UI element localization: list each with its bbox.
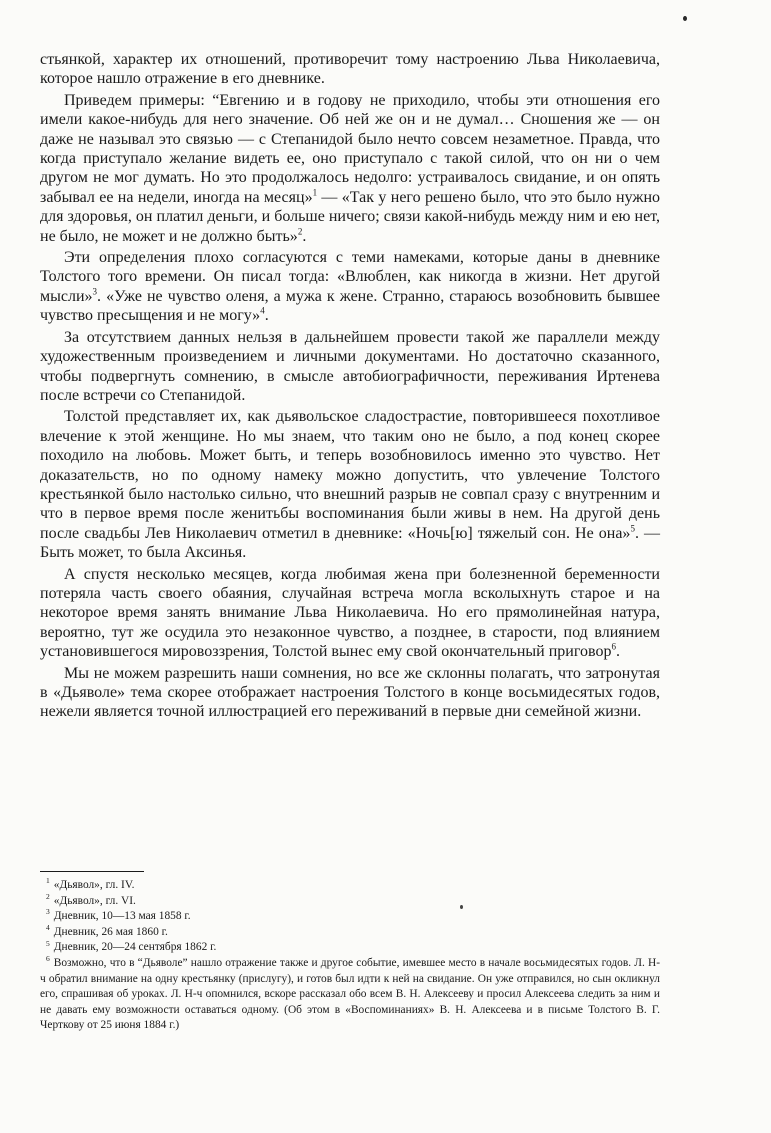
footnote-ref: 6 xyxy=(611,641,616,652)
footnote-text: «Дьявол», гл. VI. xyxy=(53,894,136,907)
body-paragraph xyxy=(40,248,660,326)
body-paragraph xyxy=(40,664,660,722)
body-paragraph xyxy=(40,91,660,246)
footnote xyxy=(40,891,660,910)
footnote-text: Дневник, 10—13 мая 1858 г. xyxy=(53,910,191,923)
body-paragraph xyxy=(40,407,660,562)
footnote-number: 1 xyxy=(46,876,50,886)
footnote-ref: 5 xyxy=(630,523,635,534)
paragraph-text: А спустя несколько месяцев, когда любимая жена при болезненной беременности потеряла часть своего обаяния, случайная встреча могла всколыхнуть старое и на некоторое время занять внимание Льва Николаевича. Но его прямолинейная натура, вероятно, тут же осудила это незаконное чувство, а позднее, в старости, под влиянием установившегося мировоззрения, Толстой вынес ему свой окончательный приговор xyxy=(40,565,660,661)
body-paragraph xyxy=(40,50,660,89)
footnote-text: «Дьявол», гл. IV. xyxy=(53,879,135,891)
paragraph-text: — «Так у него решено было, что это было нужно для здоровья, он платил деньги, и больше ничего; связи какой-нибудь между ним и ею нет, не было, не может и не должно быть» xyxy=(40,188,661,245)
footnote-text: Возможно, что в “Дьяволе” нашло отражение также и другое событие, имевшее место в начале восьмидесятых годов. Л. Н-ч обратил внимание на одну крестьянку (прислугу), и готов был идти к ней на свидание. Он уже отправился, но сын окликнул его, спрашивая об уроках. Л. Н-ч опомнился, вскоре рассказал обо всем В. Н. Алексееву и просил Алексеева следить за ним и не давать ему возможности оставаться одному. (Об этом в «Воспоминаниях» В. Н. Алексеева и в письме Толстого В. Г. Черткову от 25 июня 1884 г.) xyxy=(40,956,660,1032)
footnotes xyxy=(40,878,660,1034)
footnote-ref: 3 xyxy=(92,286,98,297)
body-paragraph xyxy=(40,328,660,406)
paragraph-text: . xyxy=(615,643,620,661)
footnote-number: 5 xyxy=(46,938,50,948)
paragraph-text: . xyxy=(302,227,307,245)
body-paragraph xyxy=(40,565,660,662)
footnote xyxy=(40,909,660,925)
footnote-number: 6 xyxy=(46,954,50,964)
footnote xyxy=(40,878,660,894)
paragraph-text: За отсутствием данных нельзя в дальнейшем провести такой же параллели между художественным произведением и личными документами. Но достаточно сказанного, чтобы подвергнуть сомнению, в смысле автобиографичности, переживания Иртенева после встречи со Степанидой. xyxy=(40,328,660,404)
paragraph-text: Толстой представляет их, как дьявольское сладострастие, повторившееся похотливое влечение к этой женщине. Но мы знаем, что таким оно не было, а под конец скорее походило на любовь. Может быть, и теперь возобновилось именно это чувство. Нет доказательств, но по одному намеку можно допустить, что увлечение Толстого крестьянкой было настолько сильно, что внешний разрыв не совпал сразу с внутренним и что в первое время после женитьбы воспоминания были живы в нем. На другой день после свадьбы Лев Николаевич отметил в дневнике: «Ночь[ю] тяжелый сон. Не она» xyxy=(40,408,660,542)
footnote-number: 4 xyxy=(46,922,50,932)
footnote-ref: 2 xyxy=(297,226,303,237)
footnote-number: 2 xyxy=(46,891,50,901)
footnote-text: Дневник, 20—24 сентября 1862 г. xyxy=(53,941,217,954)
main-text xyxy=(40,50,660,722)
paragraph-text: стьянкой, характер их отношений, противоречит тому настроению Льва Николаевича, которое нашло отражение в его дневнике. xyxy=(40,51,660,88)
paragraph-text: Приведем примеры: “Евгению и в годову не приходило, чтобы эти отношения его имели какое-нибудь для него значение. Об ней же он и не думал… Сношения же — он даже не называл это связью — с Степанидой было нечто совсем незаметное. Правда, что когда приступало желание видеть ее, оно приступало с такой силой, что он ни о чем другом не мог думать. Но это продолжалось недолго: устраивалось свидание, и он опять забывал ее на недели, иногда на месяц» xyxy=(40,91,660,206)
paragraph-text: . «Уже не чувство оленя, а мужа к жене. Странно, стараюсь возобновить бывшее чувство пресыщения и не могу» xyxy=(40,287,660,325)
paragraph-text: Эти определения плохо согласуются с теми намеками, которые даны в дневнике Толстого того времени. Он писал тогда: «Влюблен, как никогда в жизни. Нет другой мысли» xyxy=(40,249,660,305)
footnote-ref: 4 xyxy=(260,305,265,316)
paragraph-text: . — Быть может, то была Аксинья. xyxy=(40,524,661,562)
paragraph-text: . xyxy=(264,307,269,325)
footnote-text: Дневник, 26 мая 1860 г. xyxy=(53,925,168,938)
footnote xyxy=(40,922,660,941)
footnote xyxy=(40,956,660,1034)
paragraph-text: Мы не можем разрешить наши сомнения, но все же склонны полагать, что затронутая в «Дьяволе» тема скорее отображает настроения Толстого в конце восьмидесятых годов, нежели является точной иллюстрацией его переживаний в первые дни семейной жизни. xyxy=(40,664,660,721)
footnote xyxy=(40,940,660,956)
footnote-number: 3 xyxy=(46,907,50,917)
footnote-ref: 1 xyxy=(312,187,318,198)
footnote-separator xyxy=(40,871,144,872)
scan-speck xyxy=(683,16,687,21)
